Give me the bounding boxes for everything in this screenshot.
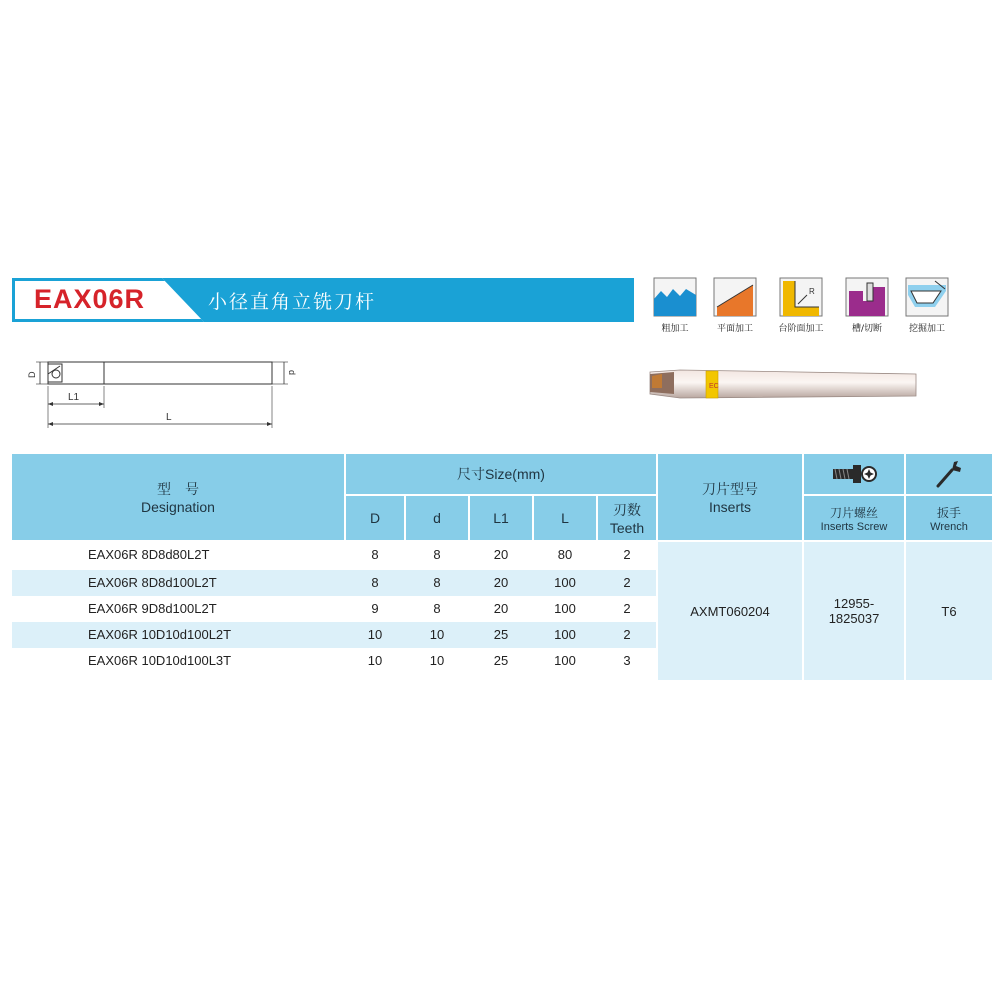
cell-D: 10 [367,627,383,642]
cell-L: 100 [554,575,576,590]
process-face [710,277,760,334]
cell-designation: EAX06R 9D8d100L2T [88,601,217,616]
process-shoulder [776,277,826,334]
wrench-value: T6 [941,603,957,619]
table-row [12,542,656,568]
cell-teeth: 2 [623,575,631,590]
dim-D-label: D [27,371,37,378]
cell-teeth: 2 [623,601,631,616]
header-banner [12,278,634,322]
header-col-L1 [470,496,532,540]
cell-d: 8 [433,575,441,590]
dim-d-label: d [287,370,297,376]
header-wrench-icon-cell [906,454,992,494]
cell-L: 100 [554,601,576,616]
cell-D: 8 [371,575,379,590]
cell-d: 10 [429,627,445,642]
tool-dimension-drawing [26,352,306,432]
process-rough [650,277,700,334]
screw-icon [831,461,877,487]
cell-L: 100 [554,653,576,668]
rough-machining-icon [653,277,697,317]
cell-L1: 25 [493,627,509,642]
wrench-icon [934,458,964,490]
header-col-teeth [598,496,656,540]
product-code: EAX06R [34,284,146,314]
col-D-label: D [369,510,381,526]
cell-insert-screw [804,542,904,680]
cell-D: 10 [367,653,383,668]
inserts-cn: 刀片型号 [702,481,758,497]
cell-teeth: 2 [623,627,631,642]
header-col-D [346,496,404,540]
cell-wrench [906,542,992,680]
screw-value-line2: 1825037 [828,611,880,626]
header-col-d [406,496,468,540]
col-d-label: d [433,510,441,526]
cell-L1: 20 [493,601,509,616]
table-row [12,648,656,674]
cell-designation: EAX06R 10D10d100L2T [88,627,232,642]
process-label: 平面加工 [716,324,753,334]
cell-d: 10 [429,653,445,668]
screw-en: Inserts Screw [820,520,888,533]
cell-D: 9 [371,601,379,616]
insert-model-value: AXMT060204 [690,603,770,619]
process-label: 台阶面加工 [778,324,824,334]
process-label: 粗加工 [661,324,689,334]
header-designation-cn: 型 号 [157,481,199,497]
header-size [346,454,656,494]
col-L-label: L [561,510,569,526]
header-screw-icon-cell [804,454,904,494]
header-screw [804,496,904,540]
col-teeth-en: Teeth [609,520,645,536]
cell-d: 8 [433,547,441,562]
header-size-label: 尺寸Size(mm) [457,466,545,482]
radius-mark: R [809,287,815,296]
process-label: 挖掘加工 [908,324,945,334]
table-row [12,570,656,596]
inserts-en: Inserts [708,499,751,515]
cell-D: 8 [371,547,379,562]
pocket-machining-icon [905,277,949,317]
cell-designation: EAX06R 8D8d80L2T [88,547,210,562]
screw-cn: 刀片螺丝 [829,505,878,520]
cell-L1: 20 [493,575,509,590]
slot-cutoff-icon [845,277,889,317]
cell-insert-model [658,542,802,680]
header-wrench [906,496,992,540]
tool-photo [640,360,920,400]
cell-d: 8 [433,601,441,616]
wrench-cn: 扳手 [936,505,961,520]
cell-teeth: 2 [623,547,631,562]
table-row [12,596,656,622]
header-col-L [534,496,596,540]
header-inserts [658,454,802,540]
band-text: EC [709,383,719,390]
process-pocket [902,277,952,334]
dim-L-label: L [166,412,172,423]
face-machining-icon [713,277,757,317]
cell-designation: EAX06R 8D8d100L2T [88,575,217,590]
cell-teeth: 3 [623,653,631,668]
process-slot [842,277,892,334]
header-designation [12,454,344,540]
cell-L: 100 [554,627,576,642]
cell-L1: 20 [493,547,509,562]
cell-designation: EAX06R 10D10d100L3T [88,653,232,668]
cell-L: 80 [557,547,573,562]
col-L1-label: L1 [493,510,509,526]
dim-L1-label: L1 [68,392,80,403]
process-label: 槽/切断 [851,324,883,334]
header-designation-en: Designation [141,499,215,515]
product-title: 小径直角立铣刀杆 [208,291,377,313]
wrench-en: Wrench [930,520,968,533]
col-teeth-cn: 刃数 [613,502,641,518]
table-row [12,622,656,648]
screw-value-line1: 12955- [833,596,875,611]
cell-L1: 25 [493,653,509,668]
shoulder-machining-icon [779,277,823,317]
